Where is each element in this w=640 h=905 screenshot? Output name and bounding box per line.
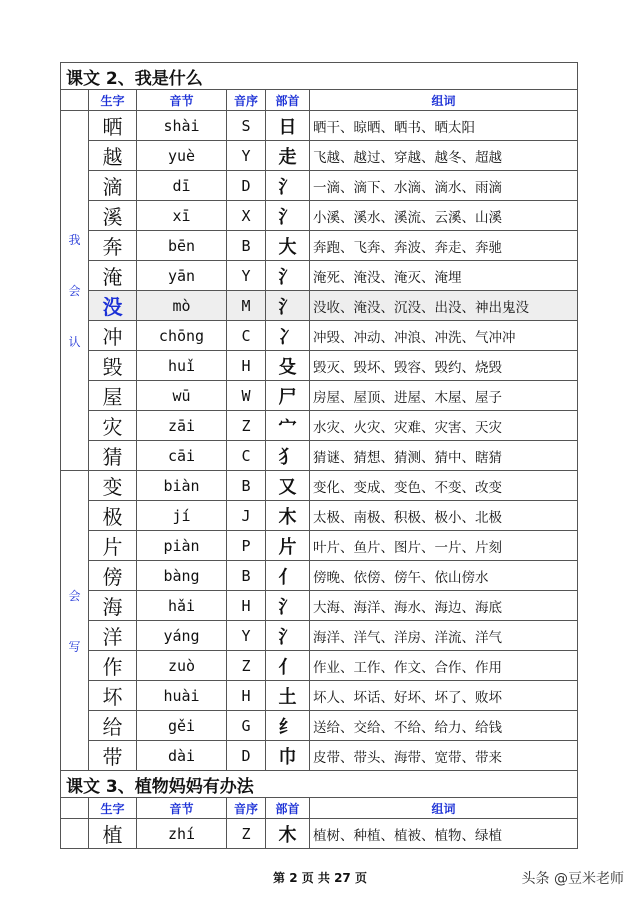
- order-cell: Z: [227, 651, 266, 681]
- words-cell: 一滴、滴下、水滴、滴水、雨滴: [310, 171, 578, 201]
- header-char: 生字: [89, 798, 137, 819]
- radical-cell: 犭: [266, 441, 310, 471]
- words-cell: 淹死、淹没、淹灭、淹埋: [310, 261, 578, 291]
- pinyin-cell: cāi: [137, 441, 227, 471]
- order-cell: H: [227, 681, 266, 711]
- table-row: [61, 291, 578, 321]
- lesson-2-header-row: [61, 90, 578, 111]
- header-words: 组词: [310, 90, 578, 111]
- table-row: [61, 501, 578, 531]
- words-cell: 没收、淹没、沉没、出没、神出鬼没: [310, 291, 578, 321]
- table-row: [61, 351, 578, 381]
- words-cell: 送给、交给、不给、给力、给钱: [310, 711, 578, 741]
- table-row: [61, 201, 578, 231]
- table-row: [61, 741, 578, 771]
- pinyin-cell: gěi: [137, 711, 227, 741]
- header-blank: [61, 798, 89, 819]
- order-cell: S: [227, 111, 266, 141]
- words-cell: 植树、种植、植被、植物、绿植: [310, 819, 578, 849]
- pinyin-cell: huài: [137, 681, 227, 711]
- order-cell: W: [227, 381, 266, 411]
- radical-cell: 又: [266, 471, 310, 501]
- pinyin-cell: yáng: [137, 621, 227, 651]
- pinyin-cell: mò: [137, 291, 227, 321]
- radical-cell: 日: [266, 111, 310, 141]
- pinyin-cell: chōng: [137, 321, 227, 351]
- header-blank: [61, 90, 89, 111]
- char-cell: 给: [89, 711, 137, 741]
- table-row: [61, 231, 578, 261]
- order-cell: G: [227, 711, 266, 741]
- table-row: [61, 111, 578, 141]
- order-cell: H: [227, 591, 266, 621]
- words-cell: 猜谜、猜想、猜测、猜中、瞎猜: [310, 441, 578, 471]
- pinyin-cell: piàn: [137, 531, 227, 561]
- lesson-2-title: 课文 2、我是什么: [61, 63, 578, 90]
- words-cell: 小溪、溪水、溪流、云溪、山溪: [310, 201, 578, 231]
- group-label-char: 会: [68, 284, 81, 298]
- table-row: [61, 471, 578, 501]
- radical-cell: 亻: [266, 561, 310, 591]
- words-cell: 坏人、坏话、好坏、坏了、败坏: [310, 681, 578, 711]
- table-row: [61, 321, 578, 351]
- char-cell: 植: [89, 819, 137, 849]
- group-label-char: 会: [68, 588, 81, 603]
- page-number: 第 2 页 共 27 页: [273, 871, 367, 885]
- words-cell: 海洋、洋气、洋房、洋流、洋气: [310, 621, 578, 651]
- order-cell: D: [227, 171, 266, 201]
- table-row: [61, 381, 578, 411]
- radical-cell: 木: [266, 819, 310, 849]
- table-row: [61, 651, 578, 681]
- order-cell: Z: [227, 819, 266, 849]
- header-char: 生字: [89, 90, 137, 111]
- order-cell: P: [227, 531, 266, 561]
- table-row: [61, 711, 578, 741]
- table-row: [61, 621, 578, 651]
- words-cell: 水灾、火灾、灾难、灾害、天灾: [310, 411, 578, 441]
- group-label-char: 我: [68, 233, 81, 247]
- char-cell: 带: [89, 741, 137, 771]
- char-cell: 毁: [89, 351, 137, 381]
- pinyin-cell: xī: [137, 201, 227, 231]
- words-cell: 叶片、鱼片、图片、一片、片刻: [310, 531, 578, 561]
- table-row: [61, 681, 578, 711]
- radical-cell: 亻: [266, 651, 310, 681]
- vocabulary-table: [60, 62, 578, 849]
- radical-cell: 巾: [266, 741, 310, 771]
- table-row: [61, 171, 578, 201]
- words-cell: 冲毁、冲动、冲浪、冲洗、气冲冲: [310, 321, 578, 351]
- radical-cell: 尸: [266, 381, 310, 411]
- words-cell: 皮带、带头、海带、宽带、带来: [310, 741, 578, 771]
- char-cell: 洋: [89, 621, 137, 651]
- header-order: 音序: [227, 90, 266, 111]
- char-cell: 猜: [89, 441, 137, 471]
- pinyin-cell: zāi: [137, 411, 227, 441]
- order-cell: Y: [227, 141, 266, 171]
- words-cell: 毁灭、毁坏、毁容、毁约、烧毁: [310, 351, 578, 381]
- lesson-3-title-row: [61, 771, 578, 798]
- words-cell: 变化、变成、变色、不变、改变: [310, 471, 578, 501]
- radical-cell: 氵: [266, 291, 310, 321]
- order-cell: Y: [227, 621, 266, 651]
- radical-cell: 氵: [266, 261, 310, 291]
- order-cell: J: [227, 501, 266, 531]
- pinyin-cell: zhí: [137, 819, 227, 849]
- order-cell: X: [227, 201, 266, 231]
- words-cell: 房屋、屋顶、进屋、木屋、屋子: [310, 381, 578, 411]
- char-cell: 海: [89, 591, 137, 621]
- lesson-2-title-row: [61, 63, 578, 90]
- pinyin-cell: wū: [137, 381, 227, 411]
- table-row: [61, 819, 578, 849]
- radical-cell: 大: [266, 231, 310, 261]
- char-cell: 坏: [89, 681, 137, 711]
- radical-cell: 走: [266, 141, 310, 171]
- order-cell: C: [227, 441, 266, 471]
- pinyin-cell: bēn: [137, 231, 227, 261]
- radical-cell: 宀: [266, 411, 310, 441]
- words-cell: 大海、海洋、海水、海边、海底: [310, 591, 578, 621]
- pinyin-cell: zuò: [137, 651, 227, 681]
- header-pinyin: 音节: [137, 90, 227, 111]
- char-cell: 晒: [89, 111, 137, 141]
- radical-cell: 氵: [266, 171, 310, 201]
- pinyin-cell: dài: [137, 741, 227, 771]
- radical-cell: 纟: [266, 711, 310, 741]
- header-pinyin: 音节: [137, 798, 227, 819]
- words-cell: 飞越、越过、穿越、越冬、超越: [310, 141, 578, 171]
- char-cell: 屋: [89, 381, 137, 411]
- order-cell: Z: [227, 411, 266, 441]
- char-cell: 傍: [89, 561, 137, 591]
- group-label: [61, 111, 89, 471]
- char-cell: 作: [89, 651, 137, 681]
- char-cell: 灾: [89, 411, 137, 441]
- order-cell: H: [227, 351, 266, 381]
- group-label: [61, 471, 89, 771]
- group-label-char: 认: [68, 335, 81, 349]
- header-radical: 部首: [266, 90, 310, 111]
- pinyin-cell: dī: [137, 171, 227, 201]
- radical-cell: 冫: [266, 321, 310, 351]
- radical-cell: 氵: [266, 621, 310, 651]
- pinyin-cell: yān: [137, 261, 227, 291]
- char-cell: 溪: [89, 201, 137, 231]
- radical-cell: 片: [266, 531, 310, 561]
- pinyin-cell: shài: [137, 111, 227, 141]
- char-cell: 奔: [89, 231, 137, 261]
- radical-cell: 氵: [266, 591, 310, 621]
- pinyin-cell: hǎi: [137, 591, 227, 621]
- watermark: 头条 @豆米老师: [521, 871, 624, 887]
- order-cell: D: [227, 741, 266, 771]
- worksheet: [60, 62, 577, 849]
- char-cell: 滴: [89, 171, 137, 201]
- char-cell: 冲: [89, 321, 137, 351]
- char-cell: 没: [89, 291, 137, 321]
- char-cell: 变: [89, 471, 137, 501]
- header-radical: 部首: [266, 798, 310, 819]
- header-words: 组词: [310, 798, 578, 819]
- table-row: [61, 411, 578, 441]
- order-cell: B: [227, 471, 266, 501]
- table-row: [61, 261, 578, 291]
- table-row: [61, 441, 578, 471]
- pinyin-cell: huǐ: [137, 351, 227, 381]
- char-cell: 越: [89, 141, 137, 171]
- radical-cell: 氵: [266, 201, 310, 231]
- radical-cell: 土: [266, 681, 310, 711]
- pinyin-cell: biàn: [137, 471, 227, 501]
- group-label: [61, 819, 89, 849]
- table-row: [61, 591, 578, 621]
- radical-cell: 殳: [266, 351, 310, 381]
- table-row: [61, 141, 578, 171]
- pinyin-cell: jí: [137, 501, 227, 531]
- words-cell: 晒干、晾晒、晒书、晒太阳: [310, 111, 578, 141]
- char-cell: 片: [89, 531, 137, 561]
- pinyin-cell: bàng: [137, 561, 227, 591]
- order-cell: B: [227, 231, 266, 261]
- words-cell: 太极、南极、积极、极小、北极: [310, 501, 578, 531]
- table-row: [61, 561, 578, 591]
- order-cell: Y: [227, 261, 266, 291]
- order-cell: C: [227, 321, 266, 351]
- pinyin-cell: yuè: [137, 141, 227, 171]
- lesson-3-header-row: [61, 798, 578, 819]
- char-cell: 淹: [89, 261, 137, 291]
- order-cell: M: [227, 291, 266, 321]
- radical-cell: 木: [266, 501, 310, 531]
- words-cell: 作业、工作、作文、合作、作用: [310, 651, 578, 681]
- words-cell: 奔跑、飞奔、奔波、奔走、奔驰: [310, 231, 578, 261]
- words-cell: 傍晚、依傍、傍午、依山傍水: [310, 561, 578, 591]
- lesson-3-title: 课文 3、植物妈妈有办法: [61, 771, 578, 798]
- order-cell: B: [227, 561, 266, 591]
- group-label-char: 写: [68, 639, 81, 654]
- char-cell: 极: [89, 501, 137, 531]
- header-order: 音序: [227, 798, 266, 819]
- table-row: [61, 531, 578, 561]
